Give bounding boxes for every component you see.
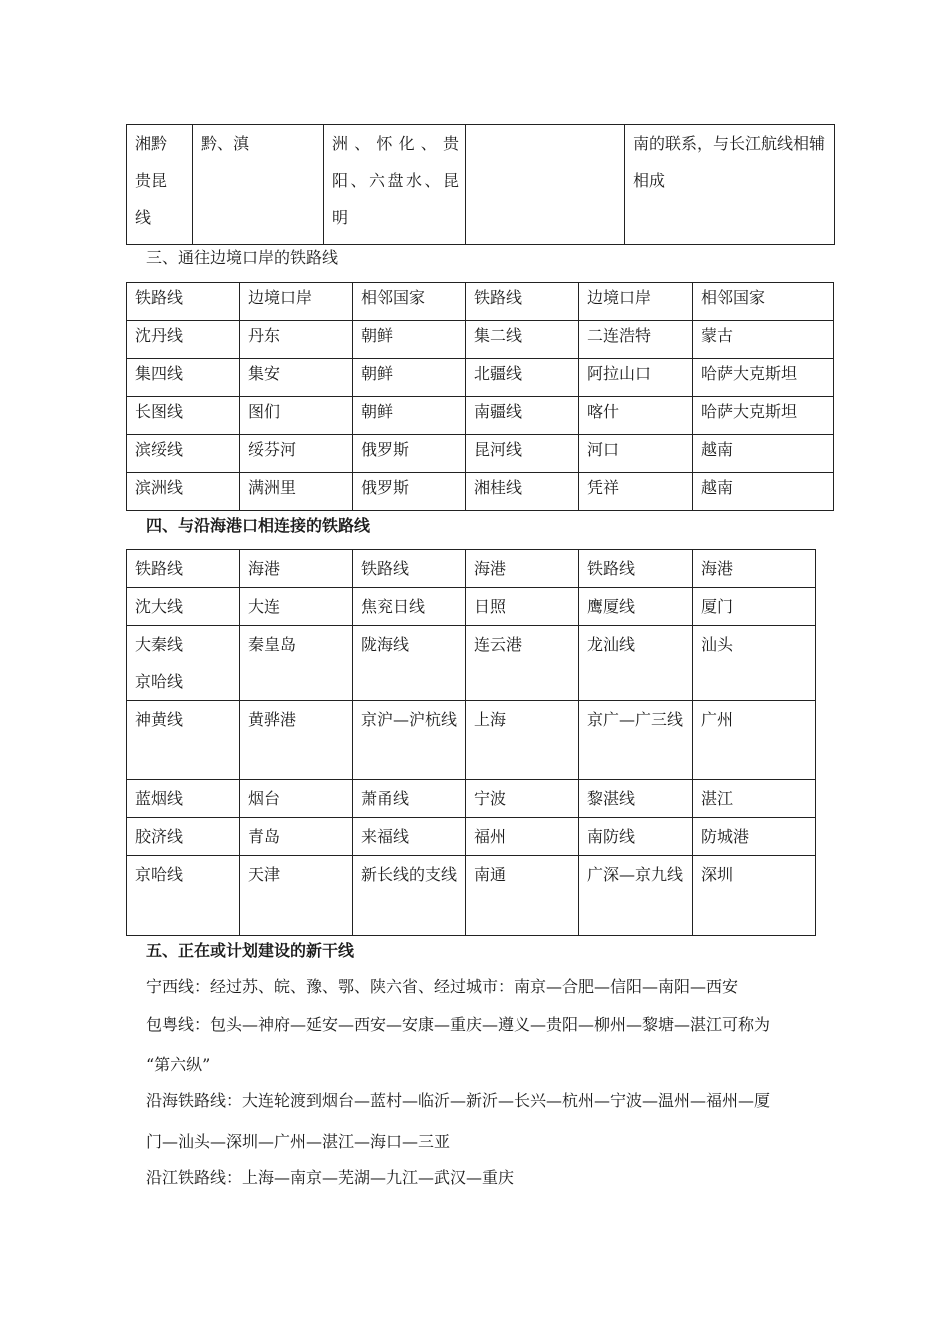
new-line-paragraph: 沿海铁路线：大连轮渡到烟台—蓝村—临沂—新沂—长兴—杭州—宁波—温州—福州—厦 [146,1091,771,1110]
table-cell: 俄罗斯 [353,473,466,511]
table-cell: 海港 [693,550,816,588]
table-cell: 集安 [240,359,353,397]
table-row [127,818,816,856]
table-row [127,780,816,818]
table-cell: 阿拉山口 [579,359,693,397]
table-cell: 越南 [693,473,834,511]
new-line-paragraph: “第六纵” [146,1055,211,1074]
table-cell: 南疆线 [466,397,579,435]
table-cell: 沈丹线 [127,321,240,359]
table-cell: 蒙古 [693,321,834,359]
table-row [127,550,816,588]
table-cell: 连云港 [466,626,579,701]
table-cell: 二连浩特 [579,321,693,359]
table-cell: 哈萨大克斯坦 [693,397,834,435]
table-cell: 胶济线 [127,818,240,856]
table-cell: 来福线 [353,818,466,856]
border-port-table [126,282,834,511]
table-cell: 黎湛线 [579,780,693,818]
table-cell: 防城港 [693,818,816,856]
table-cell: 陇海线 [353,626,466,701]
table-cell: 神黄线 [127,701,240,780]
table-cell: 大连 [240,588,353,626]
table-cell: 萧甬线 [353,780,466,818]
coastal-port-table [126,549,816,936]
table-row [127,856,816,936]
table-cell: 福州 [466,818,579,856]
table-row [127,359,834,397]
table-cell: 鹰厦线 [579,588,693,626]
table-cell: 朝鲜 [353,359,466,397]
table-cell: 喀什 [579,397,693,435]
table-row [127,397,834,435]
section3-title: 三、通往边境口岸的铁路线 [146,248,339,267]
table-row [127,473,834,511]
table-cell: 蓝烟线 [127,780,240,818]
table-cell: 湘黔贵昆线 [127,125,193,245]
table-cell: 滨洲线 [127,473,240,511]
table-cell: 南通 [466,856,579,936]
table-cell: 边境口岸 [240,283,353,321]
table-cell: 哈萨大克斯坦 [693,359,834,397]
table-cell: 湛江 [693,780,816,818]
table-cell: 丹东 [240,321,353,359]
table-cell: 南防线 [579,818,693,856]
table-cell: 宁波 [466,780,579,818]
table-cell: 铁路线 [127,550,240,588]
table-cell: 日照 [466,588,579,626]
table-cell: 相邻国家 [353,283,466,321]
table-cell: 俄罗斯 [353,435,466,473]
table-cell: 京哈线 [127,856,240,936]
table-row [127,435,834,473]
section5-title: 五、正在或计划建设的新干线 [146,941,355,960]
table-cell: 南的联系，与长江航线相辅相成 [625,125,835,245]
table-cell: 长图线 [127,397,240,435]
table-cell: 凭祥 [579,473,693,511]
table-cell: 相邻国家 [693,283,834,321]
table-cell: 龙汕线 [579,626,693,701]
table-cell: 烟台 [240,780,353,818]
table-cell: 北疆线 [466,359,579,397]
new-line-paragraph: 沿江铁路线：上海—南京—芜湖—九江—武汉—重庆 [146,1168,515,1187]
table-cell: 大秦线 京哈线 [127,626,240,701]
table-row [127,283,834,321]
section4-title: 四、与沿海港口相连接的铁路线 [146,516,371,535]
new-line-paragraph: 宁西线：经过苏、皖、豫、鄂、陕六省、经过城市：南京—合肥—信阳—南阳—西安 [146,977,739,996]
table-row [127,588,816,626]
table-cell: 秦皇岛 [240,626,353,701]
table-cell: 黔、滇 [193,125,324,245]
table-cell: 朝鲜 [353,397,466,435]
table-cell [466,125,625,245]
table-cell: 铁路线 [466,283,579,321]
table-cell: 新长线的支线 [353,856,466,936]
table-row [127,125,835,245]
table-cell: 朝鲜 [353,321,466,359]
table-cell: 广州 [693,701,816,780]
table-cell: 绥芬河 [240,435,353,473]
new-line-paragraph: 包粤线：包头—神府—延安—西安—安康—重庆—遵义—贵阳—柳州—黎塘—湛江可称为 [146,1015,771,1034]
table-cell: 深圳 [693,856,816,936]
table-cell: 集四线 [127,359,240,397]
new-line-paragraph: 门—汕头—深圳—广州—湛江—海口—三亚 [146,1132,451,1151]
table-cell: 汕头 [693,626,816,701]
table-cell: 广深—京九线 [579,856,693,936]
table-cell: 铁路线 [353,550,466,588]
table-cell: 海港 [466,550,579,588]
table-cell: 满洲里 [240,473,353,511]
table-row [127,701,816,780]
table-cell: 京广—广三线 [579,701,693,780]
table-cell: 边境口岸 [579,283,693,321]
table-cell: 洲、怀化、贵阳、六盘水、昆明 [324,125,466,245]
table-cell: 海港 [240,550,353,588]
table-cell: 铁路线 [127,283,240,321]
table-cell: 黄骅港 [240,701,353,780]
table-cell: 焦兖日线 [353,588,466,626]
table-cell: 滨绥线 [127,435,240,473]
table-row [127,321,834,359]
table-cell: 图们 [240,397,353,435]
table-cell: 湘桂线 [466,473,579,511]
table-cell: 越南 [693,435,834,473]
table-cell: 集二线 [466,321,579,359]
table-cell: 京沪—沪杭线 [353,701,466,780]
table-cell: 上海 [466,701,579,780]
table-cell: 天津 [240,856,353,936]
table-row [127,626,816,701]
table-cell: 铁路线 [579,550,693,588]
railway-continuation-table [126,124,835,245]
table-cell: 青岛 [240,818,353,856]
table-cell: 沈大线 [127,588,240,626]
table-cell: 昆河线 [466,435,579,473]
table-cell: 河口 [579,435,693,473]
table-cell: 厦门 [693,588,816,626]
